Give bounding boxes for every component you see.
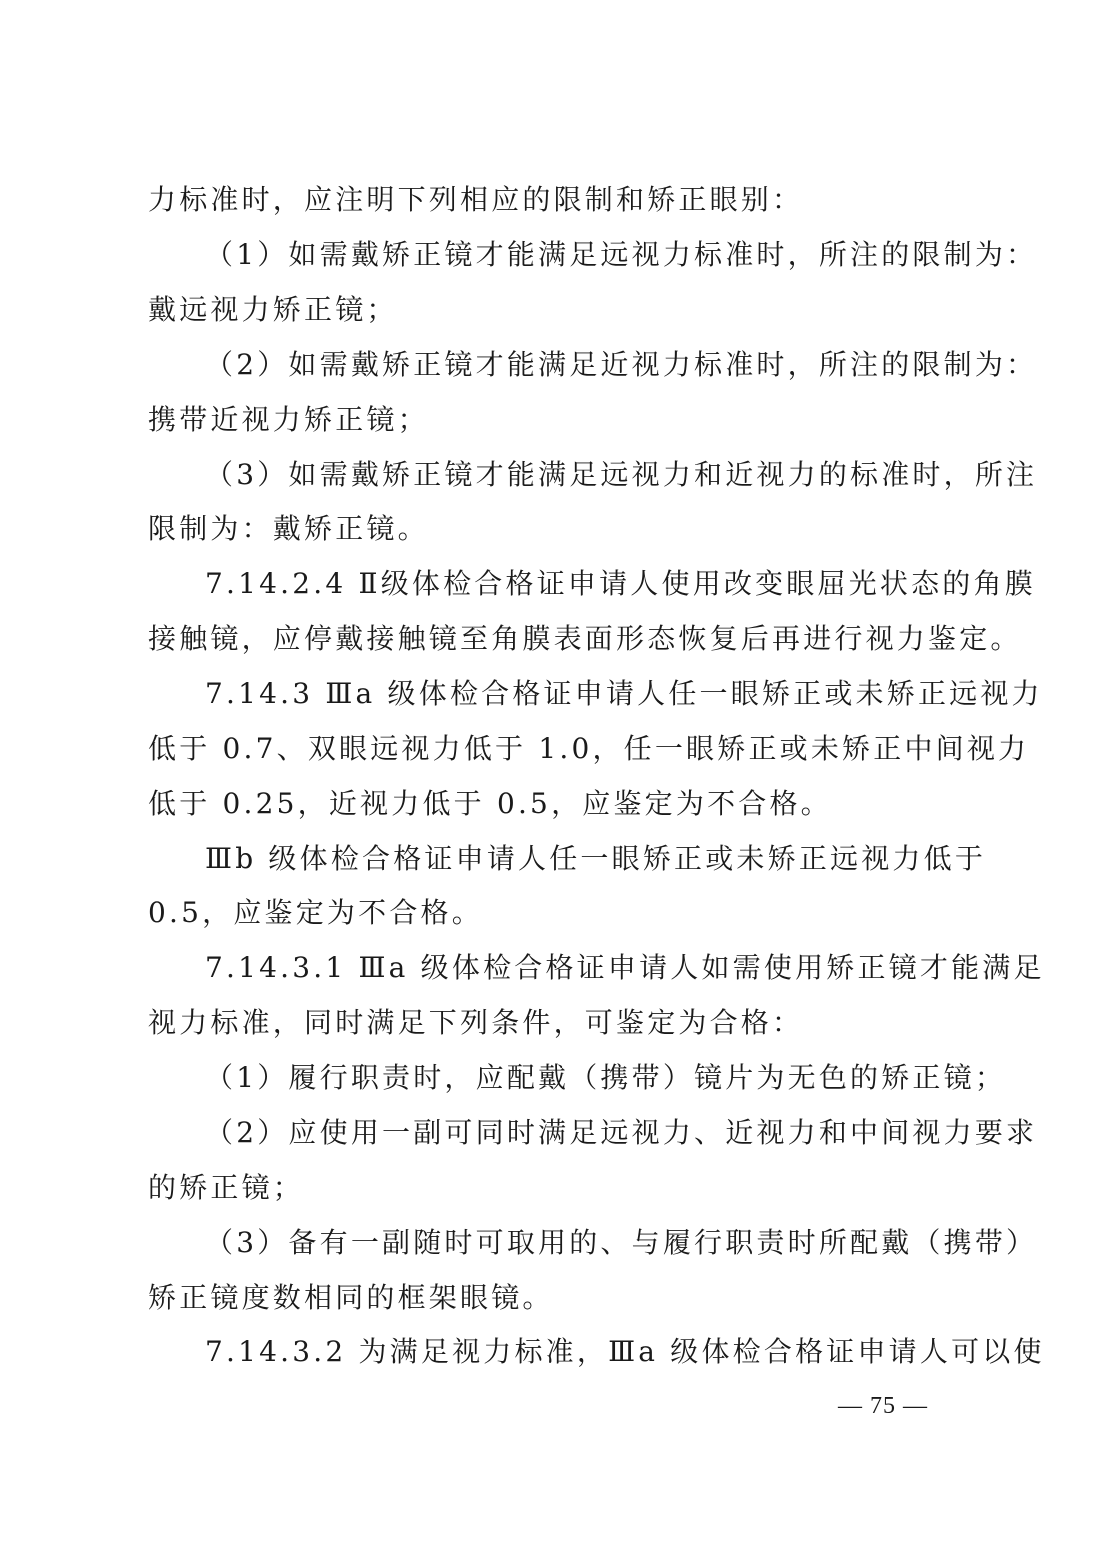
text-line: （1）履行职责时，应配戴（携带）镜片为无色的矫正镜； (205, 1061, 1007, 1094)
page-number: — 75 — (838, 1393, 928, 1419)
text-line: Ⅲb 级体检合格证申请人任一眼矫正或未矫正远视力低于 (205, 842, 987, 875)
text-line: 携带近视力矫正镜； (148, 403, 429, 436)
text-line: 7.14.3.2 为满足视力标准，Ⅲa 级体检合格证申请人可以使 (205, 1335, 1045, 1368)
text-line: 低于 0.7、双眼远视力低于 1.0，任一眼矫正或未矫正中间视力 (148, 732, 1030, 765)
text-line: 力标准时，应注明下列相应的限制和矫正眼别： (148, 183, 804, 216)
text-line: （2）如需戴矫正镜才能满足近视力标准时，所注的限制为： (205, 348, 1038, 381)
text-line: （1）如需戴矫正镜才能满足远视力标准时，所注的限制为： (205, 238, 1038, 271)
text-line: （3）备有一副随时可取用的、与履行职责时所配戴（携带） (205, 1226, 1038, 1259)
text-line: （3）如需戴矫正镜才能满足远视力和近视力的标准时，所注 (205, 458, 1038, 491)
text-line: 的矫正镜； (148, 1171, 305, 1204)
text-line: 0.5，应鉴定为不合格。 (148, 896, 483, 929)
text-line: 接触镜，应停戴接触镜至角膜表面形态恢复后再进行视力鉴定。 (148, 622, 1022, 655)
text-line: 低于 0.25，近视力低于 0.5，应鉴定为不合格。 (148, 787, 832, 820)
text-line: 7.14.2.4 Ⅱ级体检合格证申请人使用改变眼屈光状态的角膜 (205, 567, 1036, 600)
text-line: 7.14.3.1 Ⅲa 级体检合格证申请人如需使用矫正镜才能满足 (205, 951, 1045, 984)
text-line: 戴远视力矫正镜； (148, 293, 398, 326)
text-line: （2）应使用一副可同时满足远视力、近视力和中间视力要求 (205, 1116, 1038, 1149)
text-line: 视力标准，同时满足下列条件，可鉴定为合格： (148, 1006, 804, 1039)
text-line: 矫正镜度数相同的框架眼镜。 (148, 1281, 554, 1314)
text-line: 限制为：戴矫正镜。 (148, 512, 429, 545)
text-line: 7.14.3 Ⅲa 级体检合格证申请人任一眼矫正或未矫正远视力 (205, 677, 1043, 710)
